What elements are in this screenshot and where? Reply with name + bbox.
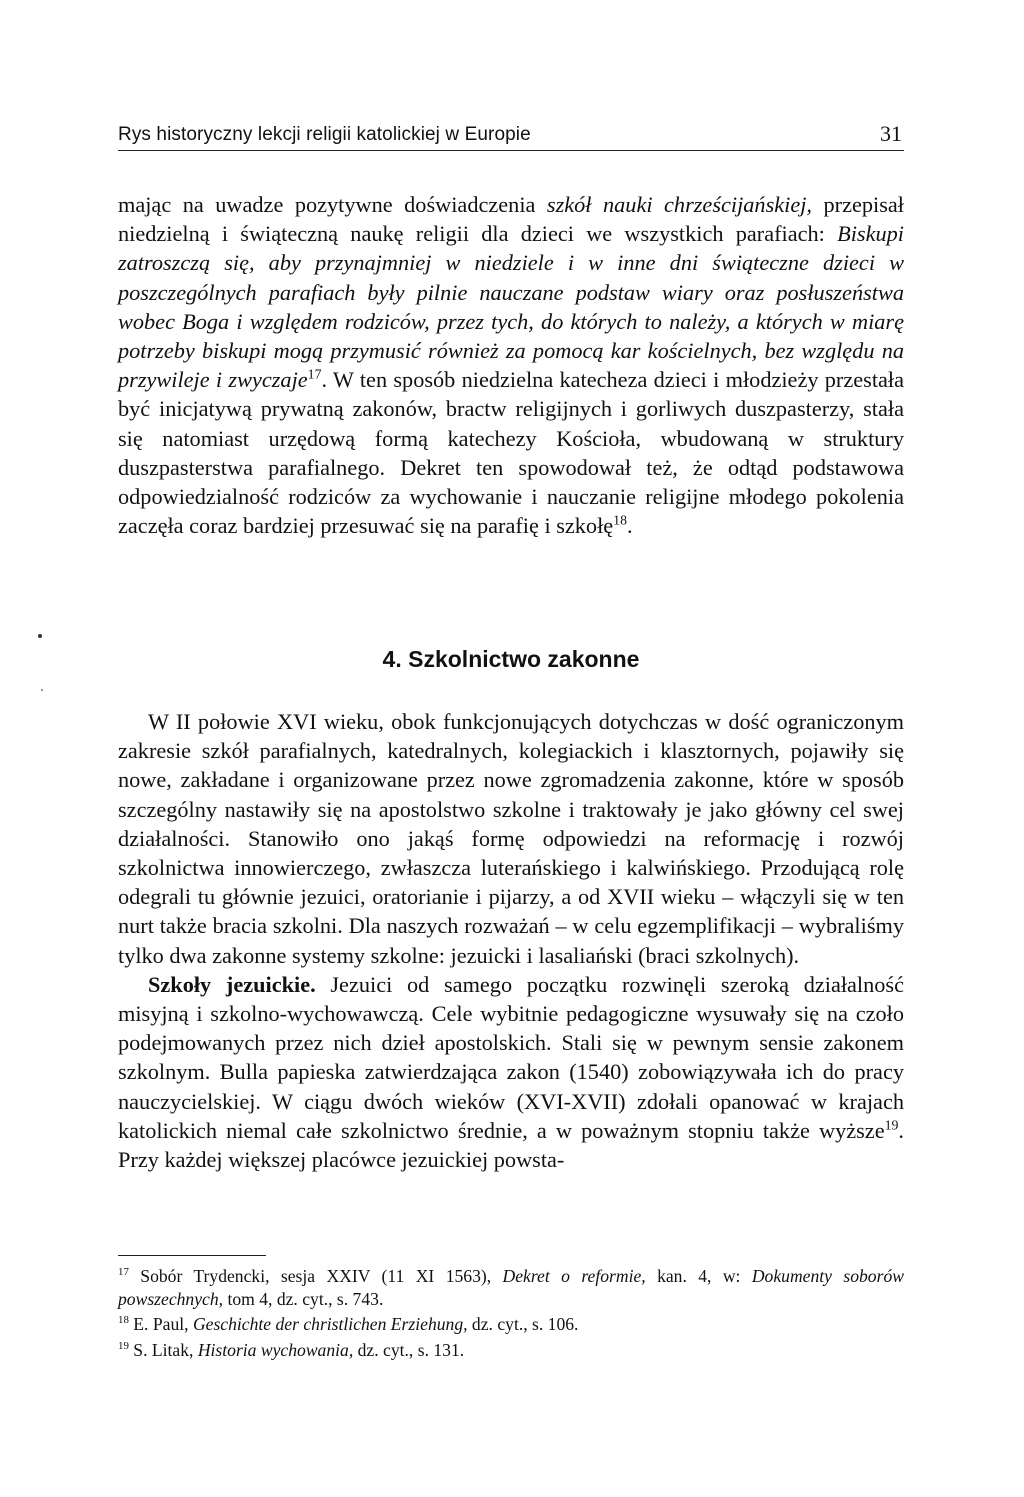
- footnote-19: $^{19}$ S. Litak, Historia wychowania, dz. cyt., s. 131.: [118, 1339, 465, 1360]
- footnote-ref-19: 19: [884, 1117, 899, 1133]
- scan-speck: [38, 634, 42, 638]
- footnote-17: $^{17}$ Sobór Trydencki, sesja XXIV (11 XI 1563), Dekret o reformie, kan. 4, w: Dokumenty soborów powszechnych, tom 4, dz. cyt., s. 743.: [118, 1266, 904, 1309]
- footnote-18: $^{18}$ E. Paul, Geschichte der christlichen Erziehung, dz. cyt., s. 106.: [118, 1314, 579, 1335]
- italic-phrase: szkół nauki chrześcijańskiej,: [546, 192, 813, 217]
- paragraph-council-decree: mając na uwadze pozytywne doświadczenia szkół nauki chrześcijańskiej, przepisał niedzielną i świąteczną naukę religii dla dzieci we wszystkich parafiach: Biskupi zatroszczą się, aby przynajmniej w niedziele i w inne dni świąteczne dzieci w poszczególnych parafiach były pilnie nauczane podstaw wiary oraz posłuszeństwa wobec Boga i względem rodziców, przez tych, do których to należy, a których w miarę potrzeby biskupi mogą przymusić również za pomocą kar kościelnych, bez względu na przywileje i zwyczaje$^{17}$. W ten sposób niedzielna katecheza dzieci i młodzieży przestała być inicjatywą prywatną zakonów, bractw religijnych i gorliwych duszpasterzy, stała się natomiast urzędową formą katechezy Kościoła, wbudowaną w struktury duszpasterstwa parafialnego. Dekret ten spowodował też, że odtąd podstawowa odpowiedzialność rodziców za wychowanie i nauczanie religijne młodego pokolenia zaczęła coraz bardziej przesuwać się na parafię i szkołę$^{18}$.: [118, 192, 905, 539]
- page-number: 31: [880, 121, 902, 146]
- paragraph-religious-schools: W II połowie XVI wieku, obok funkcjonujących dotychczas w dość ograniczonym zakresie szkół parafialnych, katedralnych, kolegiackich i klasztornych, pojawiły się nowe, zakładane i organizowane przez nowe zgromadzenia zakonne, które w sposób szczególny nastawiły się na apostolstwo szkolne i traktowały je jako główny cel swej działalności. Stanowiło ono jakąś formę odpowiedzi na reformację i rozwój szkolnictwa innowierczego, zwłaszcza luterańskiego i kalwińskiego. Przodującą rolę odegrali tu głównie jezuici, oratorianie i pijarzy, a od XVII wieku – włączyli się w ten nurt także bracia szkolni. Dla naszych rozważań – w celu egzemplifikacji – wybraliśmy tylko dwa zakonne systemy szkolne: jezuicki i lasaliański (braci szkolnych).: [118, 709, 904, 968]
- decree-quotation: Biskupi zatroszczą się, aby przynajmniej w niedziele i w inne dni świąteczne dzieci w poszczególnych parafiach były pilnie nauczane podstaw wiary oraz posłuszeństwa wobec Boga i względem rodziców, przez tych, do których to należy, a których w miarę potrzeby biskupi mogą przymusić również za pomocą kar kościelnych, bez względu na przywileje i zwyczaje: [118, 221, 904, 393]
- running-header-title: Rys historyczny lekcji religii katolickiej w Europie: [118, 124, 531, 145]
- paragraph-jesuit-schools: Szkoły jezuickie. Jezuici od samego początku rozwinęli szeroką działalność misyjną i szkolno-wychowawczą. Cele wybitnie pedagogiczne wysuwały się na czoło podejmowanych przez nich dzieł apostolskich. Stali się w pewnym sensie zakonem szkolnym. Bulla papieska zatwierdzająca zakon (1540) zobowiązywała ich do pracy nauczycielskiej. W ciągu dwóch wieków (XVI-XVII) zdołali opanować w krajach katolickich niemal całe szkolnictwo średnie, a w poważnym stopniu także wyższe$^{19}$. Przy każdej większej placówce jezuickiej powsta-: [118, 971, 904, 1173]
- footnote-ref-17: 17: [307, 366, 322, 382]
- section-heading: 4. Szkolnictwo zakonne: [382, 646, 640, 672]
- run-in-heading: Szkoły jezuickie.: [148, 971, 316, 997]
- footnote-ref-18: 18: [613, 512, 627, 528]
- scan-speck: [41, 689, 43, 691]
